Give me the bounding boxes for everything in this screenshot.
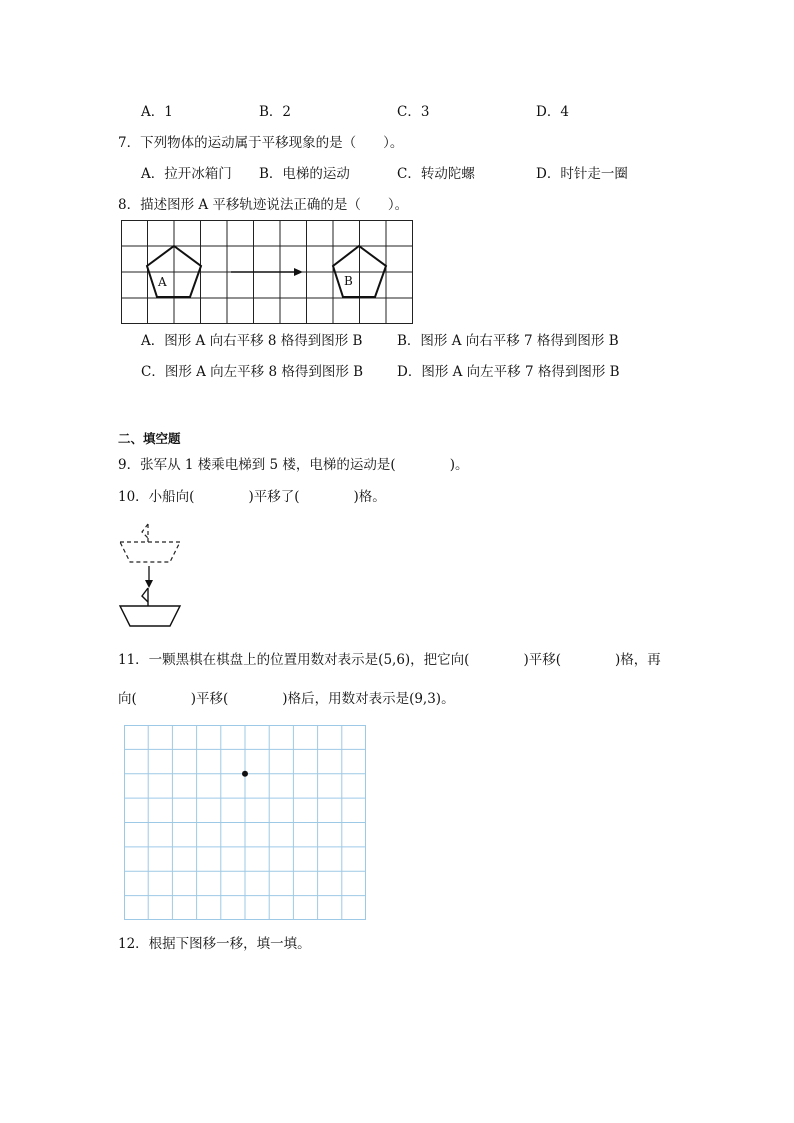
black-chess-piece [242,771,248,777]
boat-original-dashed [120,524,180,562]
q10-stem: 10．小船向( )平移了( )格。 [118,489,386,505]
q7-stem: 7．下列物体的运动属于平移现象的是（ ）。 [118,135,404,151]
arrow-head [294,268,303,276]
q7-option-b[interactable]: B．电梯的运动 [259,166,350,182]
boat-moved [120,588,180,626]
q8-option-a[interactable]: A．图形 A 向右平移 8 格得到图形 B [141,333,363,349]
q6-option-c[interactable]: C．3 [397,104,430,120]
pentagon-b-label: B [344,274,353,288]
boat-figure [118,520,184,630]
q7-option-d[interactable]: D．时针走一圈 [536,166,628,182]
q11-line2: 向( )平移( )格后，用数对表示是(9,3)。 [118,691,455,707]
q11-line1: 11．一颗黑棋在棋盘上的位置用数对表示是(5,6)，把它向( )平移( )格，再 [118,652,661,668]
boat-arrow-head [145,580,153,588]
q8-option-b[interactable]: B．图形 A 向右平移 7 格得到图形 B [397,333,619,349]
q8-option-d[interactable]: D．图形 A 向左平移 7 格得到图形 B [397,364,620,380]
q8-stem: 8．描述图形 A 平移轨迹说法正确的是（ ）。 [118,197,409,213]
q8-option-c[interactable]: C．图形 A 向左平移 8 格得到图形 B [141,364,364,380]
q12-stem: 12．根据下图移一移，填一填。 [118,936,311,952]
q6-option-a[interactable]: A．1 [141,104,173,120]
q7-option-a[interactable]: A．拉开冰箱门 [141,166,232,182]
q6-option-b[interactable]: B．2 [259,104,292,120]
q7-option-c[interactable]: C．转动陀螺 [397,166,475,182]
q8-grid-figure [121,220,413,324]
section-title-fill-in: 二、填空题 [118,431,181,446]
q6-option-d[interactable]: D．4 [536,104,569,120]
chessboard-grid [124,725,366,920]
pentagon-a-label: A [158,275,167,289]
q9-stem: 9．张军从 1 楼乘电梯到 5 楼，电梯的运动是( )。 [118,457,469,473]
